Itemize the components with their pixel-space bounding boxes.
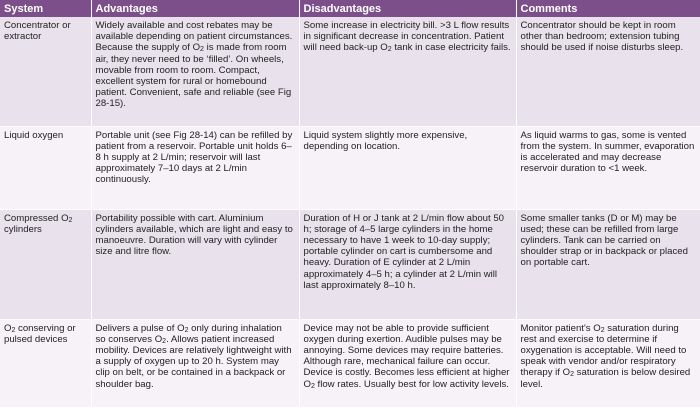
cell-system: Liquid oxygen <box>0 126 91 209</box>
header-advantages: Advantages <box>91 0 299 17</box>
cell-system: Compressed $O_2$ cylinders <box>0 209 91 319</box>
cell-system: Concentrator or extractor <box>0 17 91 126</box>
cell-disadvantages: Device may not be able to provide sufficient oxygen during exertion. Audible pulses may be annoying. Some devices may require batteries. Although rare, mechanical failure can occur. Device is costly. Becomes less efficient at higher $O_2$ flow rates. Usually best for low activity levels. <box>299 319 516 407</box>
header-system: System <box>0 0 91 17</box>
cell-disadvantages: Liquid system slightly more expensive, depending on location. <box>299 126 516 209</box>
cell-comments: Some smaller tanks (D or M) may be used; these can be refilled from large cylinders. Tank can be carried on shoulder strap or in backpack or placed on portable cart. <box>516 209 700 319</box>
cell-advantages: Delivers a pulse of $O_2$ only during inhalation so conserves $O_2$. Allows patient increased mobility. Devices are relatively lightweight with a supply of oxygen up to 20 h. System may clip on belt, or be contained in a backpack or shoulder bag. <box>91 319 299 407</box>
cell-comments: Concentrator should be kept in room other than bedroom; extension tubing should be used if noise disturbs sleep. <box>516 17 700 126</box>
cell-disadvantages: Some increase in electricity bill. >3 L flow results in significant decrease in concentration. Patient will need back-up $O_2$ tank in case electricity fails. <box>299 17 516 126</box>
cell-advantages: Widely available and cost rebates may be available depending on patient circumstances. Because the supply of $O_2$ is made from room air, they never need to be ‘filled’. On wheels, movable from room to room. Compact, excellent system for rural or homebound patient. Convenient, safe and reliable (see Fig 28-15). <box>91 17 299 126</box>
cell-comments: Monitor patient's $O_2$ saturation during rest and exercise to determine if oxygenation is acceptable. Will need to speak with vendor and/or respiratory therapy if $O_2$ saturation is below desired level. <box>516 319 700 407</box>
cell-advantages: Portability possible with cart. Aluminium cylinders available, which are light and easy to manoeuvre. Duration will vary with cylinder size and litre flow. <box>91 209 299 319</box>
cell-disadvantages: Duration of H or J tank at 2 L/min flow about 50 h; storage of 4–5 large cylinders in the home necessary to have 1 week to 10-day supply; portable cylinder on cart is cumbersome and heavy. Duration of E cylinder at 2 L/min approximately 4–5 h; a cylinder at 2 L/min will last approximately 8–10 h. <box>299 209 516 319</box>
cell-system: $O_2$ conserving or pulsed devices <box>0 319 91 407</box>
header-disadvantages: Disadvantages <box>299 0 516 17</box>
cell-comments: As liquid warms to gas, some is vented from the system. In summer, evaporation is accelerated and may decrease reservoir duration to <1 week. <box>516 126 700 209</box>
table-row <box>0 17 700 126</box>
cell-advantages: Portable unit (see Fig 28-14) can be refilled by patient from a reservoir. Portable unit holds 6–8 h supply at 2 L/min; reservoir will last approximately 7–10 days at 2 L/min continuously. <box>91 126 299 209</box>
header-comments: Comments <box>516 0 700 17</box>
table-row <box>0 209 700 319</box>
header-row <box>0 0 700 17</box>
table-row <box>0 126 700 209</box>
table-row <box>0 319 700 407</box>
